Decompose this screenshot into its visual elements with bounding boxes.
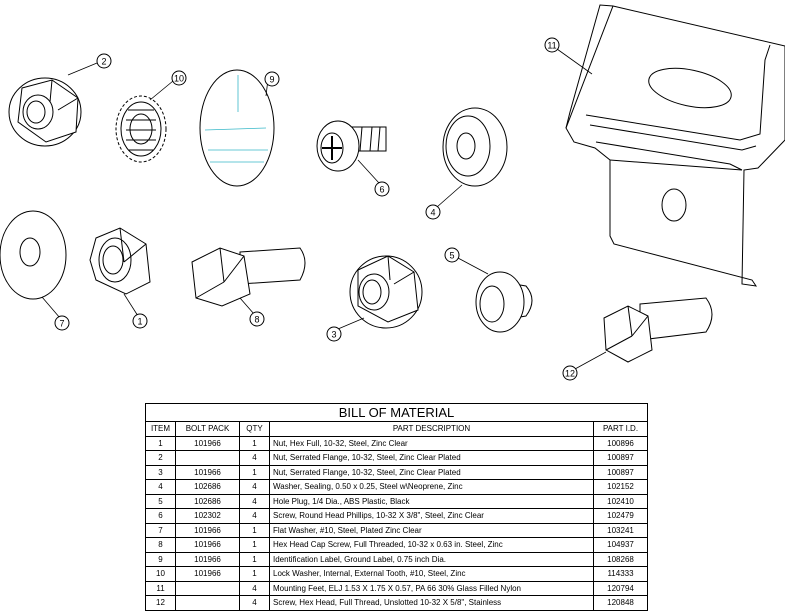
header-bolt-pack: BOLT PACK: [176, 422, 240, 437]
table-row: [146, 596, 648, 611]
part-id-cell: 102410: [594, 494, 648, 509]
table-row: [146, 494, 648, 509]
svg-text:2: 2: [101, 56, 107, 67]
part-id-cell: 102152: [594, 480, 648, 495]
callout-3: [327, 327, 341, 341]
table-row: [146, 465, 648, 480]
table-row: [146, 451, 648, 466]
part-1-hex-nut: [90, 228, 150, 294]
part-id-cell: 102479: [594, 509, 648, 524]
bom-title-row: [146, 404, 648, 422]
qty-cell: 1: [240, 567, 270, 582]
callout-10: [172, 71, 186, 85]
qty-cell: 4: [240, 451, 270, 466]
bolt-pack-cell: 102686: [176, 480, 240, 495]
svg-text:3: 3: [331, 329, 337, 340]
svg-text:5: 5: [449, 250, 455, 261]
qty-cell: 1: [240, 436, 270, 451]
svg-text:10: 10: [173, 73, 185, 84]
bolt-pack-cell: 101966: [176, 552, 240, 567]
part-11-mounting-foot: [566, 5, 785, 286]
bolt-pack-cell: [176, 596, 240, 611]
table-row: [146, 581, 648, 596]
svg-text:9: 9: [269, 74, 275, 85]
part-3-flange-nut: [350, 256, 422, 328]
item-cell: 7: [146, 523, 176, 538]
description-cell: Identification Label, Ground Label, 0.75 inch Dia.: [270, 552, 594, 567]
description-cell: Mounting Feet, ELJ 1.53 X 1.75 X 0.57, PA 66 30% Glass Filled Nylon: [270, 581, 594, 596]
part-10-lock-washer: [116, 96, 166, 162]
part-9-identification-label: [200, 70, 274, 186]
part-id-cell: 100896: [594, 436, 648, 451]
qty-cell: 1: [240, 552, 270, 567]
svg-text:7: 7: [59, 318, 65, 329]
qty-cell: 4: [240, 581, 270, 596]
description-cell: Hex Head Cap Screw, Full Threaded, 10-32 x 0.63 in. Steel, Zinc: [270, 538, 594, 553]
part-7-flat-washer: [0, 211, 66, 299]
callout-11: [545, 38, 559, 52]
item-cell: 2: [146, 451, 176, 466]
bolt-pack-cell: [176, 581, 240, 596]
description-cell: Hole Plug, 1/4 Dia., ABS Plastic, Black: [270, 494, 594, 509]
qty-cell: 4: [240, 596, 270, 611]
svg-text:12: 12: [564, 368, 576, 379]
description-cell: Nut, Serrated Flange, 10-32, Steel, Zinc Clear Plated: [270, 465, 594, 480]
item-cell: 9: [146, 552, 176, 567]
item-cell: 10: [146, 567, 176, 582]
part-4-sealing-washer: [443, 108, 507, 186]
svg-text:8: 8: [254, 314, 260, 325]
qty-cell: 1: [240, 523, 270, 538]
header-part-description: PART DESCRIPTION: [270, 422, 594, 437]
description-cell: Nut, Serrated Flange, 10-32, Steel, Zinc Clear Plated: [270, 451, 594, 466]
bolt-pack-cell: 101966: [176, 465, 240, 480]
part-id-cell: 100897: [594, 465, 648, 480]
qty-cell: 1: [240, 465, 270, 480]
description-cell: Flat Washer, #10, Steel, Plated Zinc Clear: [270, 523, 594, 538]
part-6-phillips-screw: [317, 121, 386, 171]
callout-7: [55, 316, 69, 330]
item-cell: 1: [146, 436, 176, 451]
item-cell: 4: [146, 480, 176, 495]
svg-text:1: 1: [137, 316, 143, 327]
table-row: [146, 509, 648, 524]
qty-cell: 4: [240, 509, 270, 524]
table-row: [146, 538, 648, 553]
description-cell: Lock Washer, Internal, External Tooth, #10, Steel, Zinc: [270, 567, 594, 582]
bom-title: BILL OF MATERIAL: [146, 404, 648, 422]
table-row: [146, 523, 648, 538]
part-8-hex-cap-screw: [192, 248, 305, 306]
qty-cell: 1: [240, 538, 270, 553]
bom-header-row: [146, 422, 648, 437]
table-row: [146, 480, 648, 495]
part-id-cell: 100897: [594, 451, 648, 466]
bolt-pack-cell: 102686: [176, 494, 240, 509]
callout-9: [265, 72, 279, 86]
bill-of-material-table: [145, 403, 648, 611]
qty-cell: 4: [240, 494, 270, 509]
part-id-cell: 108268: [594, 552, 648, 567]
header-qty: QTY: [240, 422, 270, 437]
description-cell: Screw, Hex Head, Full Thread, Unslotted 10-32 X 5/8", Stainless: [270, 596, 594, 611]
description-cell: Nut, Hex Full, 10-32, Steel, Zinc Clear: [270, 436, 594, 451]
bolt-pack-cell: 101966: [176, 523, 240, 538]
part-12-hex-screw: [604, 298, 712, 362]
item-cell: 12: [146, 596, 176, 611]
leader-lines: [42, 49, 606, 369]
bolt-pack-cell: 101966: [176, 436, 240, 451]
table-row: [146, 567, 648, 582]
table-row: [146, 436, 648, 451]
bolt-pack-cell: 102302: [176, 509, 240, 524]
item-cell: 11: [146, 581, 176, 596]
callout-2: [97, 54, 111, 68]
part-id-cell: 120848: [594, 596, 648, 611]
header-item: ITEM: [146, 422, 176, 437]
qty-cell: 4: [240, 480, 270, 495]
bolt-pack-cell: [176, 451, 240, 466]
bolt-pack-cell: 101966: [176, 567, 240, 582]
callout-12: [563, 366, 577, 380]
description-cell: Screw, Round Head Phillips, 10-32 X 3/8", Steel, Zinc Clear: [270, 509, 594, 524]
callout-6: [375, 182, 389, 196]
part-id-cell: 114333: [594, 567, 648, 582]
bolt-pack-cell: 101966: [176, 538, 240, 553]
part-2-flange-nut: [9, 78, 81, 146]
callout-8: [250, 312, 264, 326]
part-id-cell: 120794: [594, 581, 648, 596]
callout-5: [445, 248, 459, 262]
item-cell: 8: [146, 538, 176, 553]
svg-text:6: 6: [379, 184, 385, 195]
svg-text:11: 11: [547, 40, 557, 51]
item-cell: 3: [146, 465, 176, 480]
part-id-cell: 103241: [594, 523, 648, 538]
item-cell: 6: [146, 509, 176, 524]
part-id-cell: 104937: [594, 538, 648, 553]
table-row: [146, 552, 648, 567]
callout-1: [133, 314, 147, 328]
callout-4: [426, 205, 440, 219]
header-part-id: PART I.D.: [594, 422, 648, 437]
description-cell: Washer, Sealing, 0.50 x 0.25, Steel w\Neoprene, Zinc: [270, 480, 594, 495]
svg-text:4: 4: [430, 207, 436, 218]
item-cell: 5: [146, 494, 176, 509]
part-5-hole-plug: [476, 272, 532, 332]
